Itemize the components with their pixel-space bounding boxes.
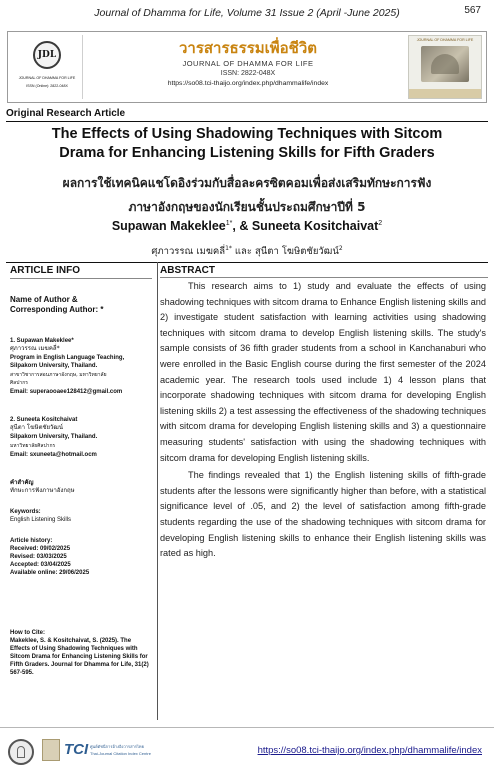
cover-title: JOURNAL OF DHAMMA FOR LIFE (416, 38, 474, 42)
author-affiliation-mark: 2 (378, 219, 383, 227)
author2-thai-affiliation: มหาวิทยาลัยศิลปากร (10, 443, 56, 449)
divider (160, 277, 488, 278)
authors-thai (0, 244, 494, 259)
author-heading-line: Corresponding Author: * (10, 305, 104, 314)
divider (6, 121, 488, 122)
author-heading (10, 295, 103, 315)
abstract-heading: ABSTRACT (160, 265, 215, 276)
journal-english-title: JOURNAL OF DHAMMA FOR LIFE (182, 59, 314, 68)
author-name: Supawan Makeklee (111, 219, 226, 233)
title-line: Drama for Enhancing Listening Skills for Fifth Graders (59, 145, 435, 161)
journal-thai-title: วารสารธรรมเพื่อชีวิต (178, 39, 318, 57)
history-available: Available online: 29/06/2025 (10, 570, 90, 576)
title-line: ภาษาอังกฤษของนักเรียนชั้นประถมศึกษาปีที่ 5 (128, 200, 366, 214)
divider (6, 262, 488, 263)
author1-email-row (10, 388, 152, 396)
abstract-panel (160, 265, 486, 559)
logo-issn: ISSN (Online): 2822-048X (26, 84, 68, 88)
tci-logo: TCI (64, 741, 89, 758)
divider (10, 278, 152, 279)
author1-thai-affiliation: สาขาวิชาการสอนภาษาอังกฤษ, มหาวิทยาลัย (10, 372, 107, 378)
email-label: Email: (10, 389, 29, 395)
author-name: ศุภาวรรณ เมฆคลี่ (151, 246, 226, 257)
thai-keywords: ทักษะการฟังภาษาอังกฤษ (10, 487, 75, 494)
cover-footer-band (409, 89, 481, 98)
author2-email-row (10, 451, 152, 459)
citation-line: Fifth Graders. Journal for Dhamma for Life, 31(2) (10, 662, 149, 668)
author1-email[interactable]: superaooaee128412@gmail.com (29, 389, 123, 395)
page-footer (0, 727, 494, 775)
citation-line: 567-595. (10, 670, 34, 676)
keywords-label: Keywords: (10, 509, 41, 515)
article-type: Original Research Article (6, 108, 126, 119)
author-heading-line: Name of Author & (10, 295, 78, 304)
author2-affiliation: Silpakorn University, Thailand. (10, 434, 98, 440)
seal-mark (17, 746, 25, 758)
history-received: Received: 09/02/2025 (10, 546, 71, 552)
author1-affiliation: Program in English Language Teaching, (10, 355, 125, 361)
logo-caption: JOURNAL OF DHAMMA FOR LIFE (18, 76, 76, 80)
page-number: 567 (464, 5, 481, 16)
title-line: The Effects of Using Shadowing Techniques with Sitcom (51, 126, 443, 142)
jdl-logo-icon: JDL (33, 41, 61, 69)
abstract-paragraph: This research aims to 1) study and evaluate the effects of using shadowing techniques with sitcom drama to Enhance English listening skills and 2) investigate student satisfaction with learning activities using shadowing techniques with sitcom drama to develop English listening skills. The study's sample consists of 36 fifth grader students from a school in Kanchanaburi who were enrolled in the Basic English course during the first semester of the 2024 academic year. The research tools used include 1) 4 lesson plans that incorporate shadowing techniques with sitcom drama for developing English listening skills 2) a test assessing the effectiveness of the shadowing techniques with sitcom drama for developing English listening skills and 3) a questionnaire measuring students' satisfaction with using the shadowing techniques with sitcom drama for developing English listening skills. (160, 281, 486, 463)
journal-logo (11, 35, 83, 99)
author1-thai-name: ศุภาวรรณ เมฆคลี่* (10, 345, 60, 352)
author2-thai-name: สุนีตา โฆษิตชัยวัฒน์ (10, 424, 63, 431)
author-affiliation-mark: 2 (338, 244, 343, 252)
column-divider (157, 262, 158, 720)
keywords: English Listening Skills (10, 517, 72, 523)
banner-center (86, 32, 410, 102)
journal-cover-image (408, 35, 482, 99)
tci-badge-icon (42, 739, 60, 761)
authors-english (0, 219, 494, 233)
author1-thai-affiliation: ศิลปากร (10, 380, 28, 386)
history-accepted: Accepted: 03/04/2025 (10, 562, 71, 568)
abstract-paragraph: The findings revealed that 1) the English listening skills of fifth-grade students after the lessons were significantly higher than before, with a statistical significance level of .05, and 2) the level of satisfaction among fifth-grade students regarding the use of the shadowing techniques with sitcom drama for developing English listening skills to enhance their English listening skills was rated as high. (160, 470, 486, 559)
article-title-thai (0, 171, 494, 219)
author2-email[interactable]: sxuneeta@hotmail.ocm (29, 452, 97, 458)
citation-line: Effects of Using Shadowing Techniques with (10, 646, 138, 652)
archive-seal-icon (8, 739, 34, 765)
author-name: Suneeta Kositchaivat (251, 219, 379, 233)
article-title-english (0, 125, 494, 163)
author-affiliation-mark: 1* (225, 244, 232, 252)
cover-relief-detail (431, 54, 459, 74)
journal-banner (7, 31, 487, 103)
tci-english-name: Thai-Journal Citation Index Centre (90, 751, 151, 756)
tci-thai-name: ศูนย์ดัชนีการอ้างอิงวารสารไทย (90, 744, 144, 749)
author2-name: 2. Suneeta Kositchaivat (10, 417, 78, 423)
author-joiner: , & (232, 219, 252, 233)
how-to-cite-label: How to Cite: (10, 630, 45, 636)
article-info-panel (10, 265, 152, 676)
abstract-body (160, 279, 486, 562)
footer-journal-link[interactable]: https://so08.tci-thaijo.org/index.php/dhammalife/index (257, 745, 482, 756)
article-history-label: Article history: (10, 538, 53, 544)
citation-line: Makeklee, S. & Kositchaivat, S. (2025). The (10, 638, 132, 644)
running-head (0, 7, 494, 21)
journal-url[interactable]: https://so08.tci-thaijo.org/index.php/dhammalife/index (167, 80, 329, 87)
citation-line: Sitcom Drama for Enhancing Listening Skills for (10, 654, 148, 660)
journal-issue-line: Journal of Dhamma for Life, Volume 31 Issue 2 (April -June 2025) (94, 7, 400, 19)
email-label: Email: (10, 452, 29, 458)
author1-affiliation: Silpakorn University, Thailand. (10, 363, 98, 369)
author-name: สุนีตา โฆษิตชัยวัฒน์ (255, 246, 339, 257)
article-info-heading: ARTICLE INFO (10, 265, 80, 276)
author-joiner: และ (231, 246, 255, 257)
author1-name: 1. Supawan Makeklee* (10, 338, 74, 344)
history-revised: Revised: 03/03/2025 (10, 554, 67, 560)
author-affiliation-mark: 1* (225, 219, 233, 227)
title-line: ผลการใช้เทคนิคแชโดอิงร่วมกับสื่อละครซิตคอมเพื่อส่งเสริมทักษะการฟัง (62, 176, 432, 190)
thai-keywords-label: คำสำคัญ (10, 479, 34, 486)
journal-issn: ISSN: 2822-048X (220, 70, 276, 77)
